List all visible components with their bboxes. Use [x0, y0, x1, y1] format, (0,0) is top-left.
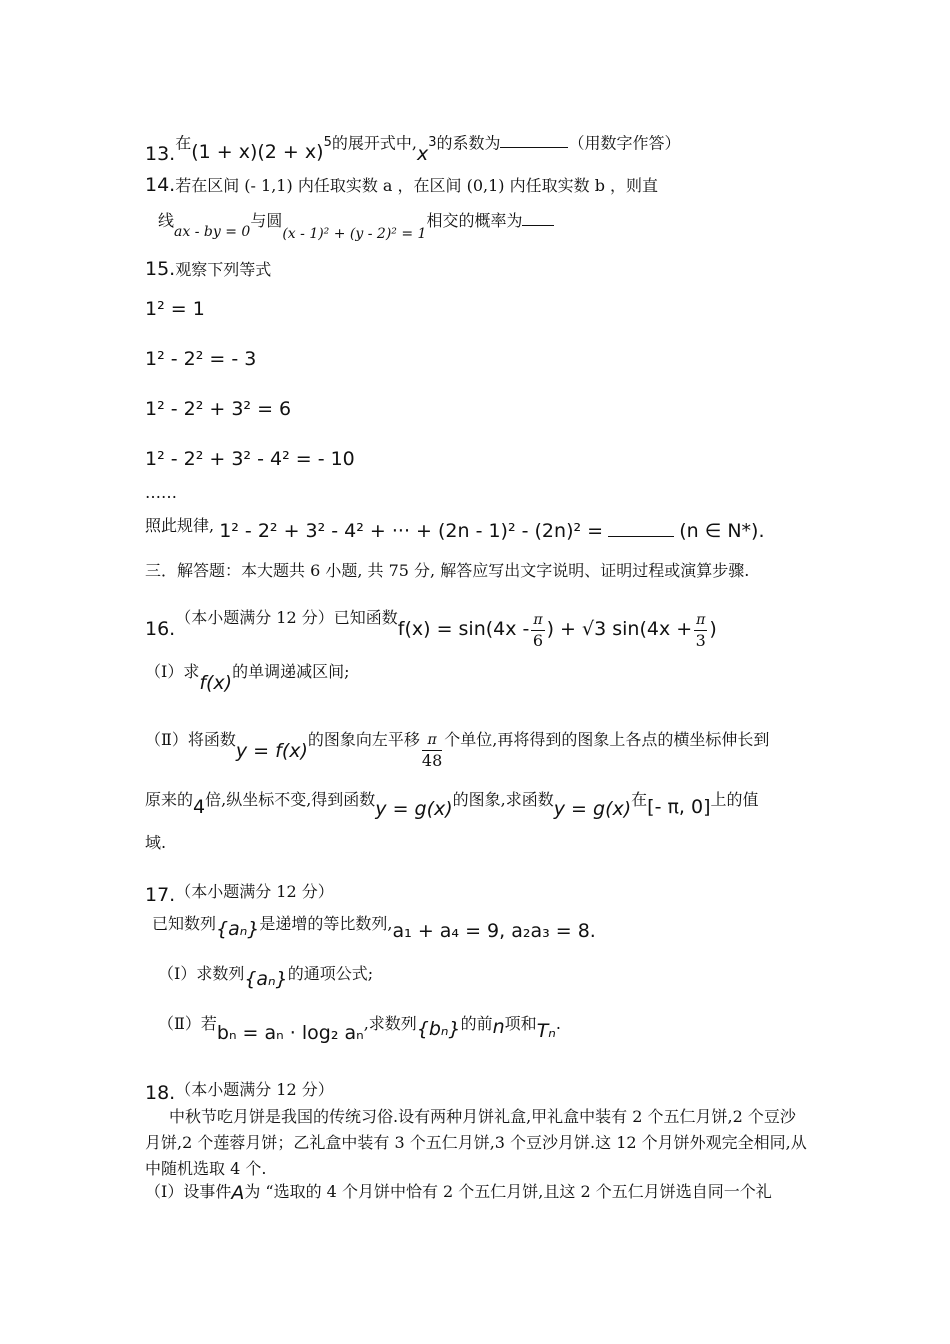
- question-17-stem: 已知数列{aₙ}是递增的等比数列,a₁ + a₄ = 9, a₂a₃ = 8.: [152, 914, 596, 942]
- equation-4: 1² - 2² + 3² - 4² = - 10: [145, 448, 355, 470]
- answer-blank: [500, 133, 568, 148]
- question-number: 17.: [145, 884, 176, 906]
- question-18-paragraph: 中秋节吃月饼是我国的传统习俗.设有两种月饼礼盒,甲礼盒中装有 2 个五仁月饼,2 个豆沙月饼,2 个莲蓉月饼；乙礼盒中装有 3 个五仁月饼,3 个豆沙月饼.这 12 个月饼外观完全相同,从中随机选取 4 个.: [145, 1107, 807, 1178]
- question-number: 13.: [145, 143, 176, 166]
- question-number: 15.: [145, 258, 176, 280]
- question-18: 18.（本小题满分 12 分）: [145, 1080, 334, 1104]
- question-16-part-1: （Ⅰ）求f(x)的单调递减区间;: [145, 662, 350, 694]
- question-16-part-2: （Ⅱ）将函数y = f(x)的图象向左平移 $\frac{\pi}{48}$ 个单位,再将得到的图象上各点的横坐标伸长到: [145, 730, 770, 770]
- circle-equation: (x - 1)² + (y - 2)² = 1: [282, 226, 427, 242]
- equation-2: 1² - 2² = - 3: [145, 348, 257, 370]
- equation-1: 1² = 1: [145, 298, 205, 320]
- question-17-part-2: （Ⅱ）若bₙ = aₙ · log₂ aₙ,求数列{bₙ}的前n项和Tₙ.: [158, 1014, 561, 1044]
- question-18-part-1: （Ⅰ）设事件A为 “选取的 4 个月饼中恰有 2 个五仁月饼,且这 2 个五仁月饼选自同一个礼: [145, 1182, 772, 1204]
- question-15-rule: 照此规律, 1² - 2² + 3² - 4² + ··· + (2n - 1)² - (2n)² = (n ∈ N*).: [145, 516, 765, 542]
- section-heading: 三．解答题：本大题共 6 小题, 共 75 分, 解答应写出文字说明、证明过程或演算步骤.: [145, 561, 750, 580]
- question-17-part-1: （Ⅰ）求数列{aₙ}的通项公式;: [158, 964, 374, 990]
- rule-expression: 1² - 2² + 3² - 4² + ··· + (2n - 1)² - (2n)² =: [219, 520, 604, 542]
- question-16-part-2-line2: 原来的4倍,纵坐标不变,得到函数y = g(x)的图象,求函数y = g(x)在[- π, 0]上的值: [145, 790, 759, 820]
- question-14-line2: 线ax - by = 0与圆(x - 1)² + (y - 2)² = 1相交的概率为: [158, 210, 554, 233]
- question-number: 18.: [145, 1082, 176, 1104]
- question-16-part-2-line3: 域.: [145, 833, 167, 852]
- math-expression: (1 + x)(2 + x): [191, 141, 324, 164]
- question-14: 14.若在区间 (- 1,1) 内任取实数 a ，在区间 (0,1) 内任取实数 b ，则直: [145, 174, 659, 196]
- equation-3: 1² - 2² + 3² = 6: [145, 398, 292, 420]
- ellipsis: ……: [145, 483, 177, 502]
- question-number: 14.: [145, 174, 176, 196]
- answer-blank: [608, 522, 674, 537]
- question-15: 15.观察下列等式: [145, 258, 272, 280]
- question-number: 16.: [145, 618, 176, 640]
- question-13: 13.在$(1 + x)(2 + x)^5$的展开式中$,x^3$的系数为 （用数字作答）: [145, 133, 681, 166]
- interval: [- π, 0]: [647, 796, 711, 818]
- line-equation: ax - by = 0: [174, 224, 251, 240]
- question-16: 16.（本小题满分 12 分）已知函数f(x) = sin(4x - $\frac{\pi}{6}$ ) + √3 sin(4x + $\frac{\pi}{3}$ ): [145, 608, 717, 650]
- question-17: 17.（本小题满分 12 分）: [145, 882, 334, 906]
- function-expression: f(x) = sin(4x -: [397, 618, 530, 640]
- answer-blank: [522, 211, 554, 226]
